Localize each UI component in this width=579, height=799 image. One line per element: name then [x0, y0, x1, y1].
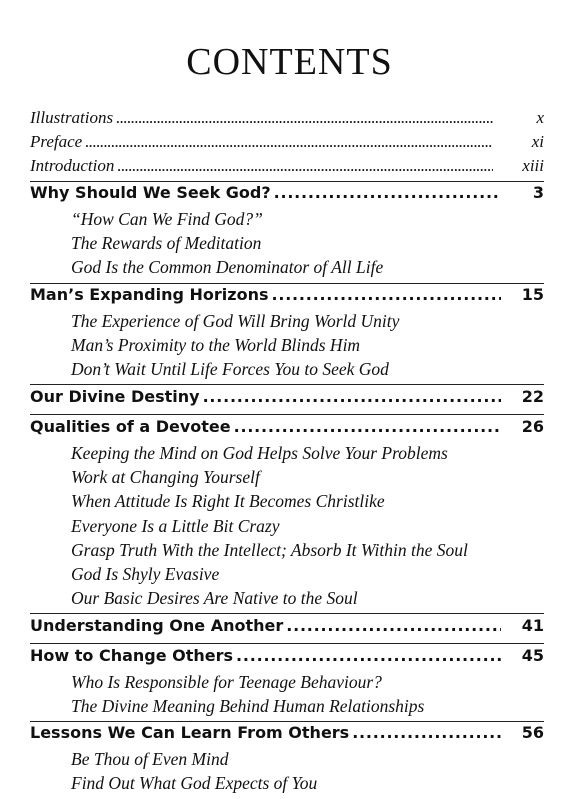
dot-leader [274, 183, 501, 202]
dot-leader [286, 616, 501, 635]
subsection-entry[interactable]: Grasp Truth With the Intellect; Absorb It Within the Soul [71, 539, 468, 560]
chapter-entry[interactable] [30, 723, 544, 747]
chapter-section [30, 646, 544, 718]
subsection-entry[interactable]: The Rewards of Meditation [71, 233, 262, 254]
subsection-entry[interactable]: God Is the Common Denominator of All Life [71, 257, 384, 278]
subsection-entry[interactable]: Work at Changing Yourself [71, 467, 260, 488]
divider [30, 643, 544, 644]
chapter-section [30, 723, 544, 795]
chapter-page: 15 [521, 285, 544, 304]
chapter-title: Our Divine Destiny [30, 387, 200, 406]
entry-page: xi [531, 132, 544, 151]
chapter-section [30, 183, 544, 280]
entry-page: xiii [522, 156, 544, 175]
chapter-section [30, 417, 544, 610]
subsection-entry[interactable]: The Divine Meaning Behind Human Relationships [71, 696, 425, 717]
chapter-page: 26 [521, 417, 544, 436]
chapter-section [30, 387, 544, 411]
chapter-title: Lessons We Can Learn From Others [30, 723, 350, 742]
toc-entry[interactable] [30, 108, 544, 132]
chapter-page: 3 [532, 183, 544, 202]
divider [30, 283, 544, 284]
front-matter-list [30, 108, 544, 180]
chapter-title: Understanding One Another [30, 616, 284, 635]
subsection-entry[interactable]: “How Can We Find God?” [71, 209, 263, 229]
page-title: CONTENTS [186, 41, 393, 83]
entry-label: Illustrations [30, 108, 114, 127]
dot-leader [203, 387, 501, 406]
subsection-entry[interactable]: Keeping the Mind on God Helps Solve Your Problems [71, 443, 448, 463]
chapter-section [30, 285, 544, 382]
chapter-entry[interactable] [30, 646, 544, 670]
dot-leader [352, 723, 501, 742]
dot-leader [272, 285, 502, 304]
entry-label: Preface [30, 132, 83, 151]
divider [30, 384, 544, 385]
chapter-page: 22 [521, 387, 544, 406]
chapter-title: Why Should We Seek God? [30, 183, 271, 202]
chapter-entry[interactable] [30, 616, 544, 640]
subsection-entry[interactable]: Find Out What God Expects of You [71, 773, 318, 794]
divider [30, 613, 544, 614]
chapter-page: 56 [521, 723, 544, 742]
dot-leader [116, 108, 493, 128]
divider [30, 414, 544, 415]
divider [30, 721, 544, 722]
dot-leader [85, 132, 493, 152]
chapter-page: 45 [521, 646, 544, 665]
chapter-entry[interactable] [30, 387, 544, 411]
toc-entry[interactable] [30, 156, 544, 180]
chapter-title: How to Change Others [30, 646, 234, 665]
subsection-entry[interactable]: Our Basic Desires Are Native to the Soul [71, 588, 358, 609]
entry-label: Introduction [30, 156, 115, 175]
subsection-entry[interactable]: Who Is Responsible for Teenage Behaviour? [71, 672, 382, 692]
chapter-entry[interactable] [30, 285, 544, 309]
subsection-entry[interactable]: Man’s Proximity to the World Blinds Him [71, 335, 361, 356]
chapter-page: 41 [521, 616, 544, 635]
entry-page: x [536, 108, 544, 127]
chapter-entry[interactable] [30, 183, 544, 207]
dot-leader [234, 417, 501, 436]
chapter-title: Qualities of a Devotee [30, 417, 231, 436]
subsection-entry[interactable]: Don’t Wait Until Life Forces You to Seek God [71, 359, 389, 380]
subsection-entry[interactable]: Everyone Is a Little Bit Crazy [71, 515, 280, 536]
subsection-entry[interactable]: Be Thou of Even Mind [71, 749, 229, 769]
subsection-entry[interactable]: God Is Shyly Evasive [71, 563, 220, 584]
toc-entry[interactable] [30, 132, 544, 156]
chapter-title: Man’s Expanding Horizons [30, 285, 269, 304]
divider [30, 181, 544, 182]
chapter-section [30, 616, 544, 640]
chapter-entry[interactable] [30, 417, 544, 441]
dot-leader [117, 156, 493, 176]
dot-leader [236, 646, 501, 665]
subsection-entry[interactable]: The Experience of God Will Bring World Unity [71, 311, 400, 331]
subsection-entry[interactable]: When Attitude Is Right It Becomes Christlike [71, 491, 385, 512]
